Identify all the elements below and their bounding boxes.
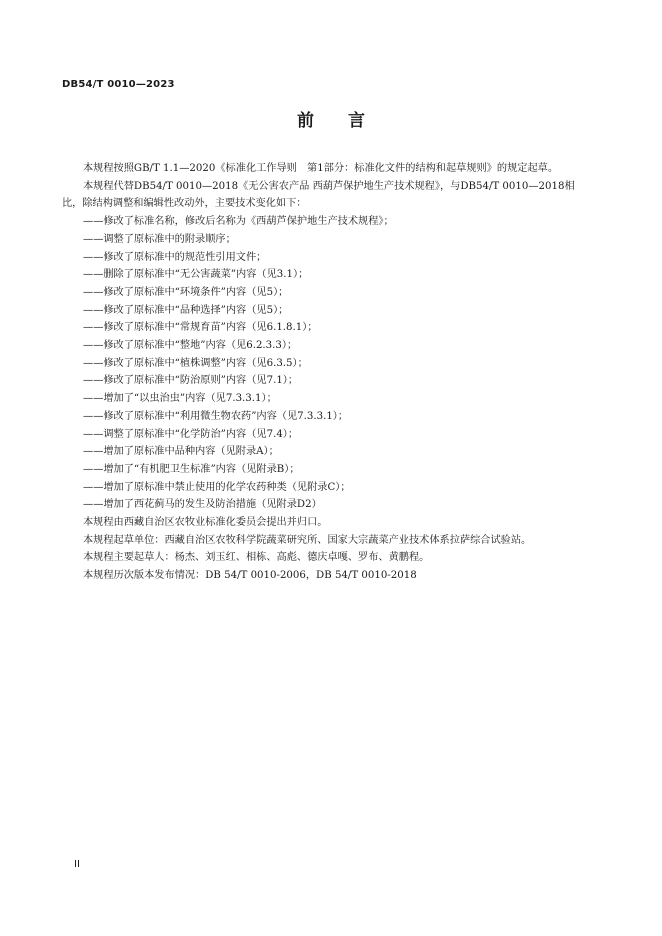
change-item: ——增加了西花蓟马的发生及防治措施（见附录D2） xyxy=(83,499,322,511)
paragraph: 本规程起草单位：西藏自治区农牧科学院蔬菜研究所、国家大宗蔬菜产业技术体系拉萨综合试验站。 xyxy=(83,534,532,546)
change-item: ——删除了原标准中“无公害蔬菜”内容（见3.1）； xyxy=(83,269,309,281)
change-item: ——增加了原标准中禁止使用的化学农药种类（见附录C）； xyxy=(83,481,351,493)
change-item: ——修改了原标准中“品种选择”内容（见5）； xyxy=(83,304,289,316)
paragraph: 本规程历次版本发布情况：DB 54/T 0010-2006，DB 54/T 0010-2018 xyxy=(83,570,417,582)
change-item: ——修改了原标准中“防治原则”内容（见7.1）； xyxy=(83,375,299,387)
change-item: ——修改了标准名称，修改后名称为《西葫芦保护地生产技术规程》； xyxy=(83,216,394,228)
change-item: ——修改了原标准中“植株调整”内容（见6.3.5）； xyxy=(83,357,308,369)
change-item: ——修改了原标准中“整地”内容（见6.2.3.3）； xyxy=(83,340,298,352)
change-item: ——修改了原标准中“利用微生物农药”内容（见7.3.3.1）； xyxy=(83,410,349,422)
change-item: ——调整了原标准中“化学防治”内容（见7.4）； xyxy=(83,428,299,440)
document-code: DB54/T 0010—2023 xyxy=(62,79,175,90)
change-item: ——调整了原标准中的附录顺序； xyxy=(83,233,236,245)
page-number: II xyxy=(74,859,80,870)
change-item: ——修改了原标准中的规范性引用文件； xyxy=(83,251,267,263)
change-item: ——修改了原标准中“常规育苗”内容（见6.1.8.1）； xyxy=(83,322,318,334)
paragraph: 本规程由西藏自治区农牧业标准化委员会提出并归口。 xyxy=(83,517,328,529)
change-item: ——增加了“以虫治虫”内容（见7.3.3.1）； xyxy=(83,393,277,405)
paragraph: 本规程代替DB54/T 0010—2018《无公害农产品 西葫芦保护地生产技术规程》，与DB54/T 0010—2018相比，除结构调整和编辑性改动外，主要技术变化如下： xyxy=(62,180,575,210)
change-item: ——增加了原标准中品种内容（见附录A）； xyxy=(83,446,279,458)
paragraph: 本规程主要起草人：杨杰、刘玉红、相栋、高彪、德庆卓嘎、罗布、黄鹏程。 xyxy=(83,552,430,564)
change-item: ——增加了“有机肥卫生标准”内容（见附录B）； xyxy=(83,463,300,475)
change-item: ——修改了原标准中“环境条件”内容（见5）； xyxy=(83,286,289,298)
foreword-body xyxy=(62,160,590,585)
paragraph: 本规程按照GB/T 1.1—2020《标准化工作导则 第1部分：标准化文件的结构和起草规则》的规定起草。 xyxy=(83,163,559,174)
page-title: 前 言 xyxy=(297,111,365,131)
